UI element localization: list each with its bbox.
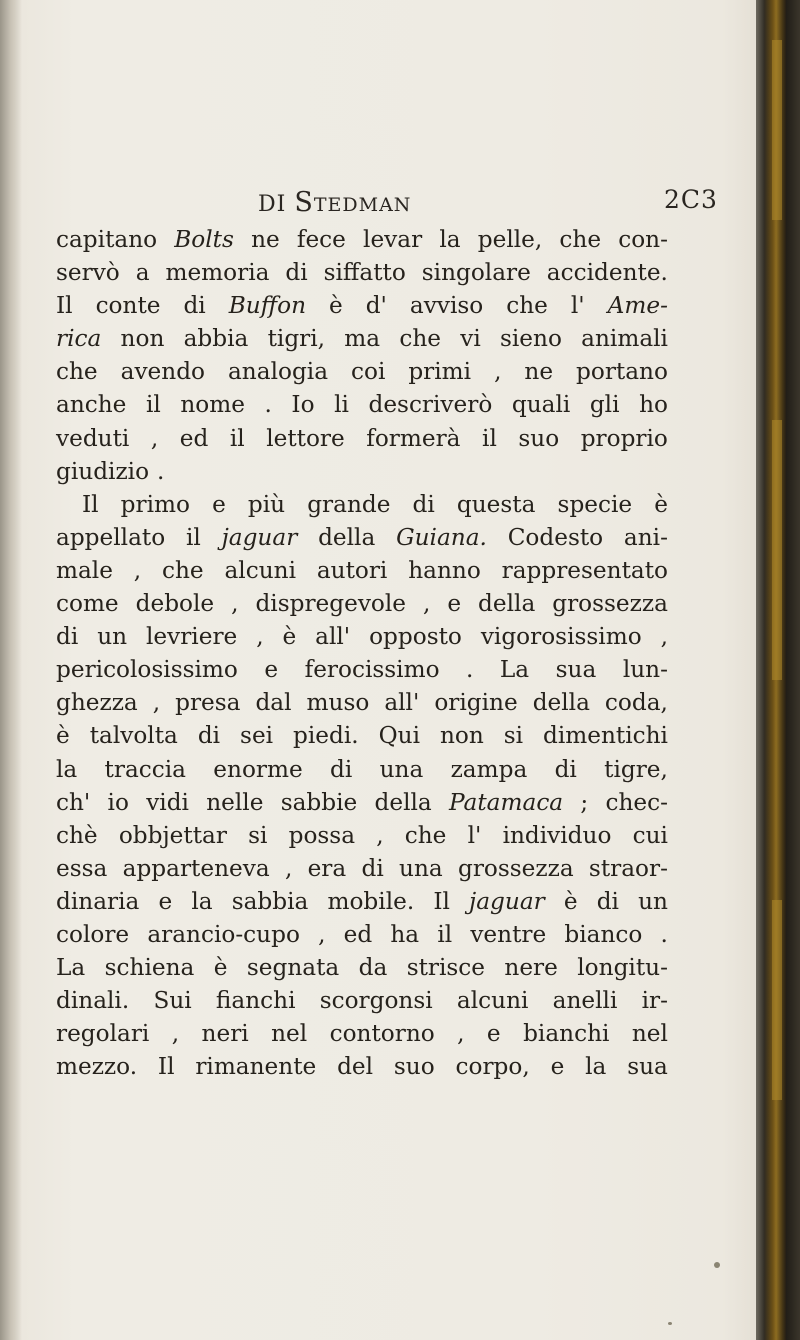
word: di (361, 854, 384, 882)
word: , (231, 590, 239, 618)
word: levar (363, 226, 423, 253)
word: avviso (409, 292, 484, 320)
word: il (482, 424, 497, 452)
text-line (56, 819, 668, 852)
word: apparteneva (122, 854, 270, 882)
text-line (56, 753, 668, 786)
word: un (97, 623, 128, 651)
word: suo (518, 424, 560, 452)
text-line (56, 653, 668, 686)
word: bianchi (523, 1020, 610, 1048)
word: appellato (56, 523, 166, 551)
word: e (212, 490, 226, 518)
word: è (282, 623, 297, 651)
word: cui (632, 821, 668, 849)
word: e (447, 590, 462, 618)
word: corpo, (455, 1053, 530, 1081)
word: dispregevole (255, 590, 407, 618)
word: vidi (146, 788, 189, 816)
word: capitano (56, 226, 158, 253)
word: accidente. (546, 259, 668, 287)
word: grande (307, 490, 391, 518)
word: servò (56, 259, 120, 287)
word: colore (56, 920, 130, 948)
word: arancio-cupo (147, 920, 300, 948)
word: sua (627, 1053, 668, 1081)
word: , (423, 590, 431, 618)
word: gli (589, 391, 620, 419)
word: io (107, 788, 129, 816)
word: strisce (406, 954, 486, 982)
word: Codesto (507, 523, 604, 551)
word: analogia (227, 358, 329, 386)
word: alcuni (456, 987, 529, 1015)
word: Qui (378, 722, 420, 750)
word: non (120, 325, 165, 353)
word: il (145, 391, 161, 419)
word: contorno (329, 1020, 435, 1048)
word: ani- (623, 523, 668, 551)
word: pericolosissimo (56, 656, 238, 684)
word: questa (456, 490, 536, 518)
edge-stain (772, 40, 782, 220)
word: la (439, 226, 461, 253)
running-head (258, 187, 411, 218)
word: descriverò (368, 391, 493, 419)
word: opposto (369, 623, 462, 651)
word: talvolta (89, 722, 178, 750)
word: La (56, 954, 86, 982)
word: si (248, 821, 268, 849)
word: nel (271, 1020, 308, 1048)
text-line (56, 355, 668, 388)
word: muso (306, 689, 370, 717)
word: è (213, 954, 228, 982)
word: la (56, 755, 78, 783)
word: della (478, 590, 536, 618)
text-line (56, 984, 668, 1017)
word: anche (56, 391, 127, 419)
word: , (660, 623, 668, 651)
word: di (183, 292, 206, 320)
word: portano (576, 358, 668, 386)
word: ch' (56, 788, 91, 816)
running-head-name: Stedman (294, 187, 412, 218)
word: di (56, 623, 79, 651)
word: presa (175, 689, 241, 717)
word: una (399, 854, 443, 882)
word: autori (316, 556, 388, 584)
word: mezzo. (56, 1053, 138, 1081)
word: . (466, 656, 474, 684)
word: da (358, 954, 388, 982)
word: dinaria (56, 887, 140, 915)
word: ed (179, 424, 209, 452)
word: ir- (641, 987, 668, 1015)
word: regolari (56, 1020, 150, 1048)
word: si (503, 722, 524, 750)
word: ferocissimo (304, 656, 440, 684)
text-line (56, 455, 668, 488)
word: una (379, 755, 424, 783)
word: La (499, 656, 530, 684)
word: ho (639, 391, 668, 419)
word: più (247, 490, 286, 518)
word: specie (557, 490, 633, 518)
word: di (554, 755, 577, 783)
word: levriere (145, 623, 238, 651)
word: ne (251, 226, 280, 253)
word: primo (120, 490, 190, 518)
word: essa (56, 854, 108, 882)
word: la (191, 887, 213, 915)
word: sei (240, 722, 274, 750)
word: il (437, 920, 453, 948)
word: Guiana. (396, 523, 487, 551)
word: è (654, 490, 668, 518)
word: tigri, (267, 325, 326, 353)
word: Il (157, 1053, 175, 1081)
word: rimanente (195, 1053, 317, 1081)
word: primi (408, 358, 472, 386)
word: l' (467, 821, 482, 849)
word: come (56, 590, 119, 618)
word: memoria (165, 259, 270, 287)
word: ; (580, 788, 589, 816)
text-line (56, 289, 668, 322)
word: Il (56, 292, 73, 320)
word: origine (434, 689, 518, 717)
word: , (256, 623, 264, 651)
running-head-prefix: DI (258, 192, 287, 217)
word: il (229, 424, 245, 452)
word: che (559, 226, 602, 253)
word: Ame- (607, 292, 668, 320)
text-line (56, 1050, 668, 1083)
word: di (285, 259, 308, 287)
word: è (56, 722, 70, 750)
word: , (284, 854, 293, 882)
word: traccia (104, 755, 186, 783)
word: grossezza (457, 854, 574, 882)
text-line (56, 786, 668, 819)
word: . (264, 391, 272, 419)
word: l' (570, 292, 585, 320)
word: chè (56, 821, 98, 849)
word: tigre, (604, 755, 668, 783)
word: ed (343, 920, 373, 948)
word: Il (82, 490, 99, 518)
word: , (318, 920, 326, 948)
word: che (161, 556, 204, 584)
word: Il (433, 887, 450, 915)
text-line (56, 885, 668, 918)
word: li (334, 391, 349, 419)
word: coi (351, 358, 386, 386)
word: all' (384, 689, 420, 717)
word: che (506, 292, 548, 320)
word: . (157, 457, 165, 485)
word: jaguar (469, 887, 545, 915)
word: . (660, 920, 668, 948)
word: suo (393, 1053, 435, 1081)
word: avendo (120, 358, 206, 386)
word: possa (288, 821, 356, 849)
word: male (56, 556, 113, 584)
word: sabbia (231, 887, 309, 915)
word: è (563, 887, 578, 915)
text-line (56, 918, 668, 951)
word: nelle (206, 788, 264, 816)
word: il (185, 523, 201, 551)
edge-stain (772, 420, 782, 680)
word: e (264, 656, 279, 684)
word: Sui (153, 987, 192, 1015)
word: la (585, 1053, 607, 1081)
word: pelle, (477, 226, 543, 253)
word: enorme (213, 755, 303, 783)
word: coda, (604, 689, 668, 717)
word: del (337, 1053, 374, 1081)
text-line (56, 322, 668, 355)
word: abbia (183, 325, 249, 353)
body-text (56, 223, 668, 1083)
word: di (412, 490, 435, 518)
word: scorgonsi (319, 987, 433, 1015)
word: a (135, 259, 150, 287)
word: Io (291, 391, 315, 419)
word: obbjettar (118, 821, 227, 849)
text-line (56, 256, 668, 289)
word: zampa (450, 755, 528, 783)
word: singolare (421, 259, 531, 287)
word: dal (255, 689, 292, 717)
word: siffatto (323, 259, 406, 287)
text-line (56, 488, 668, 521)
word: schiena (104, 954, 195, 982)
word: straor- (588, 854, 668, 882)
word: nere (504, 954, 558, 982)
word: formerà (366, 424, 461, 452)
text-line (56, 223, 668, 256)
word: grossezza (552, 590, 668, 618)
word: mobile. (327, 887, 415, 915)
word: rica (56, 325, 102, 353)
word: fece (296, 226, 346, 253)
word: debole (135, 590, 215, 618)
text-line (56, 1017, 668, 1050)
word: di (596, 887, 619, 915)
word: , (133, 556, 142, 584)
word: ha (390, 920, 420, 948)
word: dinali. (56, 987, 130, 1015)
word: piedi. (293, 722, 359, 750)
word: jaguar (221, 523, 298, 551)
word: conte (95, 292, 161, 320)
text-line (56, 719, 668, 752)
word: longitu- (577, 954, 668, 982)
word: nome (180, 391, 245, 419)
word: segnata (246, 954, 340, 982)
word: anelli (552, 987, 618, 1015)
word: proprio (580, 424, 668, 452)
word: animali (581, 325, 668, 353)
word: era (307, 854, 347, 882)
word: veduti (56, 424, 130, 452)
word: ne (524, 358, 554, 386)
word: Buffon (228, 292, 307, 320)
word: ghezza (56, 689, 138, 717)
word: chec- (605, 788, 668, 816)
word: di (197, 722, 221, 750)
text-line (56, 422, 668, 455)
word: Patamaca (448, 788, 564, 816)
word: ma (344, 325, 381, 353)
text-line (56, 554, 668, 587)
word: all' (315, 623, 351, 651)
text-line (56, 521, 668, 554)
word: ventre (470, 920, 547, 948)
text-line (56, 852, 668, 885)
word: quali (511, 391, 571, 419)
word: , (171, 1020, 180, 1048)
word: neri (201, 1020, 249, 1048)
word: lettore (266, 424, 345, 452)
word: vigorosissimo (480, 623, 642, 651)
page-header (0, 187, 760, 227)
word: della (532, 689, 590, 717)
text-line (56, 620, 668, 653)
word: d' (365, 292, 387, 320)
word: e (550, 1053, 565, 1081)
page-number: 2C3 (664, 185, 718, 214)
word: , (376, 821, 384, 849)
word: lun- (622, 656, 668, 684)
word: rappresentato (501, 556, 668, 584)
word: sieno (499, 325, 562, 353)
word: , (494, 358, 502, 386)
word: , (150, 424, 159, 452)
text-line (56, 587, 668, 620)
text-line (56, 951, 668, 984)
word: nel (631, 1020, 668, 1048)
word: della (374, 788, 432, 816)
word: Bolts (174, 226, 234, 253)
word: e (158, 887, 173, 915)
word: di (330, 755, 353, 783)
word: che (404, 821, 447, 849)
paper-speck (714, 1262, 720, 1268)
word: e (486, 1020, 501, 1048)
word: sua (555, 656, 597, 684)
word: che (399, 325, 441, 353)
word: con- (618, 226, 668, 253)
edge-stain (772, 900, 782, 1100)
word: dimentichi (543, 722, 668, 750)
text-line (56, 388, 668, 421)
word: hanno (408, 556, 481, 584)
word: della (318, 523, 376, 551)
word: non (439, 722, 484, 750)
text-line (56, 686, 668, 719)
word: vi (460, 325, 481, 353)
word: giudizio (56, 457, 150, 485)
word: è (329, 292, 343, 320)
word: che (56, 358, 98, 386)
word: alcuni (224, 556, 296, 584)
word: un (638, 887, 668, 915)
word: sabbie (280, 788, 358, 816)
paper-speck (668, 1322, 672, 1325)
word: individuo (502, 821, 612, 849)
word: , (457, 1020, 465, 1048)
word: bianco (564, 920, 643, 948)
word: fianchi (215, 987, 296, 1015)
word: , (152, 689, 161, 717)
